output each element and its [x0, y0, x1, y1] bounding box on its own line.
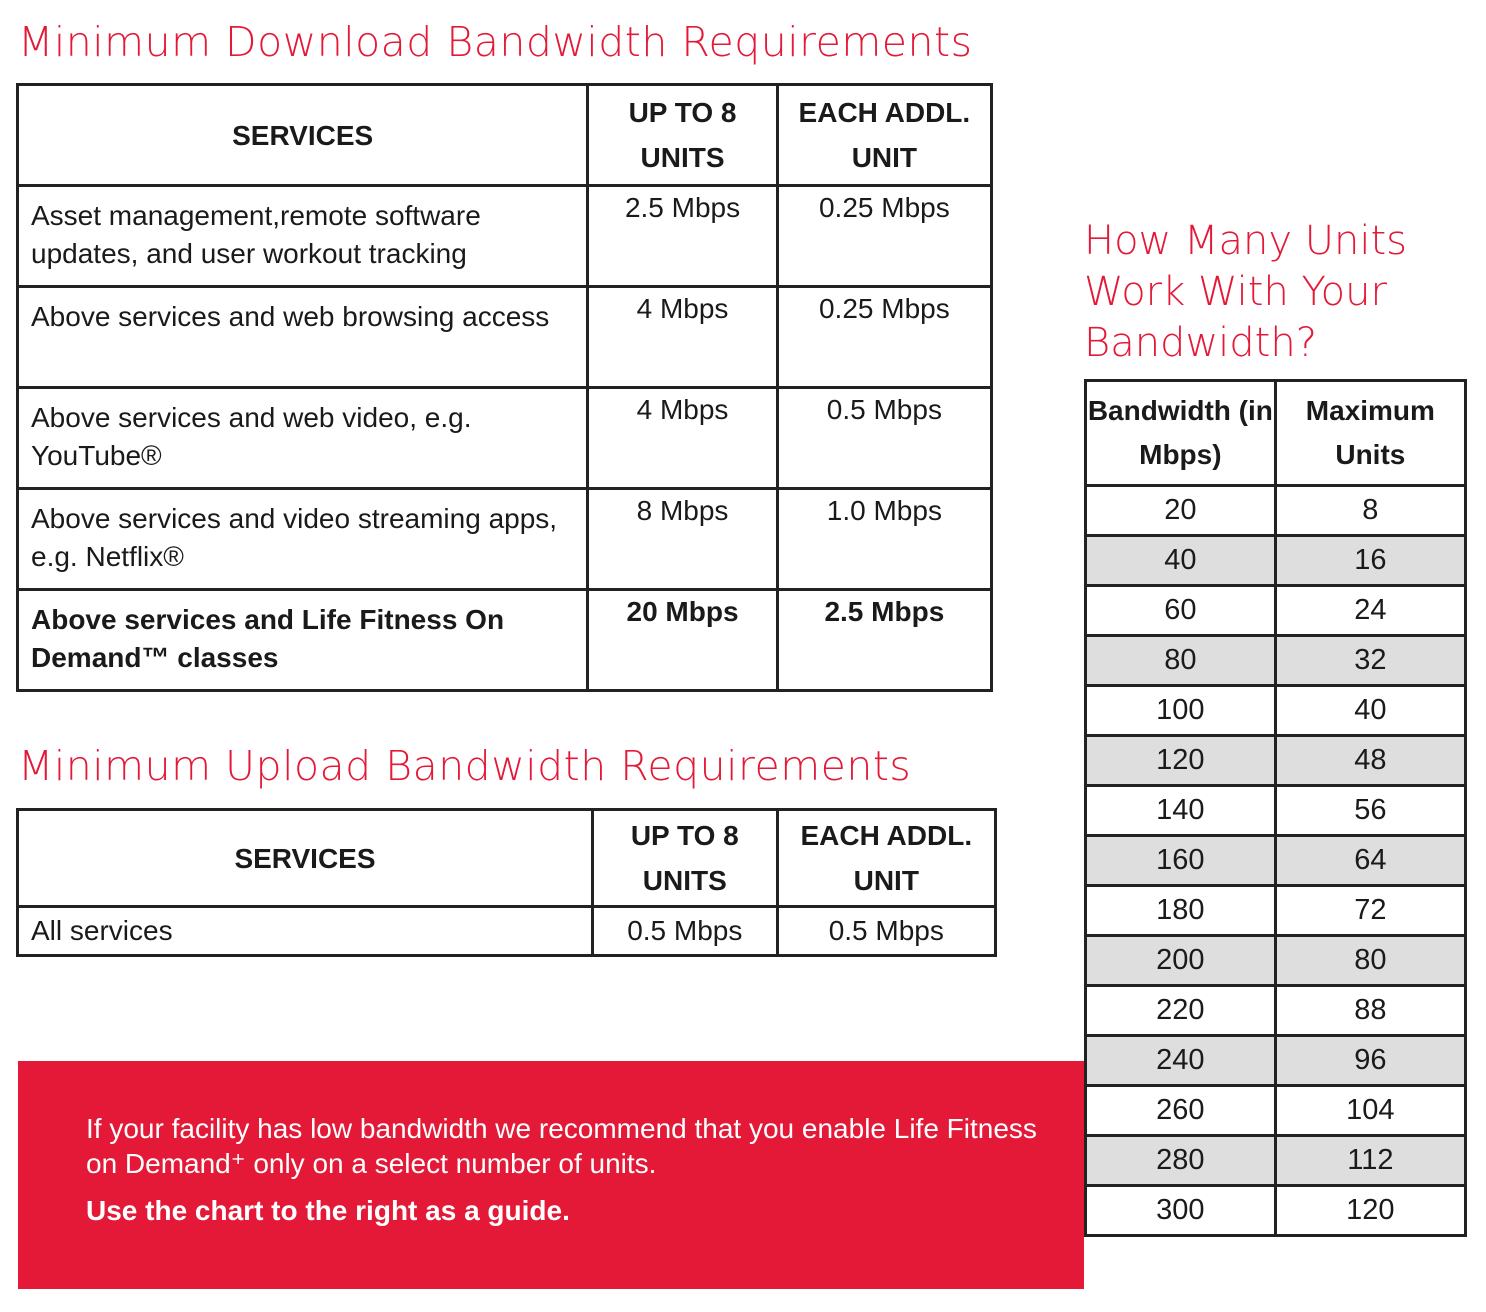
each-addl-cell: 0.25 Mbps: [777, 287, 991, 388]
service-cell: Above services and Life Fitness On Demand™ classes: [18, 590, 588, 691]
download-title: Minimum Download Bandwidth Requirements: [18, 18, 973, 66]
bandwidth-cell: 100: [1086, 686, 1276, 736]
table-row: [18, 590, 992, 691]
table-row: [1086, 886, 1466, 936]
units-cell: 72: [1275, 886, 1465, 936]
units-cell: 24: [1275, 586, 1465, 636]
each-addl-cell: 2.5 Mbps: [777, 590, 991, 691]
table-row: [18, 907, 996, 956]
units-cell: 88: [1275, 986, 1465, 1036]
units-cell: 112: [1275, 1136, 1465, 1186]
table-row: [18, 287, 992, 388]
upload-title: Minimum Upload Bandwidth Requirements: [18, 742, 912, 790]
table-row: [1086, 1036, 1466, 1086]
header-up-to-8: UP TO 8 UNITS: [588, 85, 777, 186]
table-row: [1086, 636, 1466, 686]
service-cell: Above services and web browsing access: [18, 287, 588, 388]
bandwidth-cell: 280: [1086, 1136, 1276, 1186]
header-max-units: Maximum Units: [1275, 381, 1465, 486]
header-services: SERVICES: [18, 85, 588, 186]
bandwidth-cell: 200: [1086, 936, 1276, 986]
bandwidth-cell: 20: [1086, 486, 1276, 536]
table-row: [1086, 1136, 1466, 1186]
units-cell: 120: [1275, 1186, 1465, 1236]
header-each-addl: EACH ADDL. UNIT: [777, 810, 995, 907]
units-title: How Many Units Work With Your Bandwidth?: [1084, 218, 1408, 366]
table-header-row: [18, 85, 992, 186]
table-header-row: [18, 810, 996, 907]
bandwidth-cell: 240: [1086, 1036, 1276, 1086]
units-cell: 56: [1275, 786, 1465, 836]
table-row: [1086, 936, 1466, 986]
table-row: [1086, 586, 1466, 636]
units-cell: 32: [1275, 636, 1465, 686]
table-row: [1086, 986, 1466, 1036]
table-row: [18, 489, 992, 590]
table-row: [1086, 736, 1466, 786]
upload-table: [16, 808, 997, 957]
units-cell: 104: [1275, 1086, 1465, 1136]
units-cell: 96: [1275, 1036, 1465, 1086]
service-cell: Asset management,remote software updates, and user workout tracking: [18, 186, 588, 287]
units-cell: 48: [1275, 736, 1465, 786]
table-row: [1086, 686, 1466, 736]
recommendation-banner: [18, 1061, 1084, 1289]
header-bandwidth: Bandwidth (in Mbps): [1086, 381, 1276, 486]
banner-text: If your facility has low bandwidth we recommend that you enable Life Fitness on Demand⁺ only on a select number of units.: [86, 1113, 1037, 1179]
bandwidth-cell: 300: [1086, 1186, 1276, 1236]
bandwidth-cell: 40: [1086, 536, 1276, 586]
service-cell: Above services and video streaming apps, e.g. Netflix®: [18, 489, 588, 590]
up-to-8-cell: 4 Mbps: [588, 287, 777, 388]
bandwidth-cell: 120: [1086, 736, 1276, 786]
bandwidth-cell: 140: [1086, 786, 1276, 836]
table-row: [18, 186, 992, 287]
bandwidth-cell: 160: [1086, 836, 1276, 886]
up-to-8-cell: 20 Mbps: [588, 590, 777, 691]
units-cell: 16: [1275, 536, 1465, 586]
up-to-8-cell: 2.5 Mbps: [588, 186, 777, 287]
units-cell: 80: [1275, 936, 1465, 986]
bandwidth-cell: 220: [1086, 986, 1276, 1036]
download-table: [16, 83, 993, 692]
each-addl-cell: 0.25 Mbps: [777, 186, 991, 287]
each-addl-cell: 0.5 Mbps: [777, 907, 995, 956]
up-to-8-cell: 8 Mbps: [588, 489, 777, 590]
header-each-addl: EACH ADDL. UNIT: [777, 85, 991, 186]
bandwidth-cell: 260: [1086, 1086, 1276, 1136]
table-header-row: [1086, 381, 1466, 486]
table-row: [1086, 1186, 1466, 1236]
banner-cta: Use the chart to the right as a guide.: [86, 1195, 570, 1226]
up-to-8-cell: 4 Mbps: [588, 388, 777, 489]
table-row: [1086, 486, 1466, 536]
units-table: [1084, 379, 1467, 1237]
units-cell: 40: [1275, 686, 1465, 736]
service-cell: Above services and web video, e.g. YouTube®: [18, 388, 588, 489]
each-addl-cell: 0.5 Mbps: [777, 388, 991, 489]
units-cell: 64: [1275, 836, 1465, 886]
table-row: [1086, 536, 1466, 586]
bandwidth-cell: 180: [1086, 886, 1276, 936]
table-row: [1086, 786, 1466, 836]
bandwidth-cell: 60: [1086, 586, 1276, 636]
header-up-to-8: UP TO 8 UNITS: [592, 810, 777, 907]
service-cell: All services: [18, 907, 593, 956]
bandwidth-cell: 80: [1086, 636, 1276, 686]
each-addl-cell: 1.0 Mbps: [777, 489, 991, 590]
header-services: SERVICES: [18, 810, 593, 907]
table-row: [1086, 836, 1466, 886]
table-row: [1086, 1086, 1466, 1136]
table-row: [18, 388, 992, 489]
units-cell: 8: [1275, 486, 1465, 536]
up-to-8-cell: 0.5 Mbps: [592, 907, 777, 956]
